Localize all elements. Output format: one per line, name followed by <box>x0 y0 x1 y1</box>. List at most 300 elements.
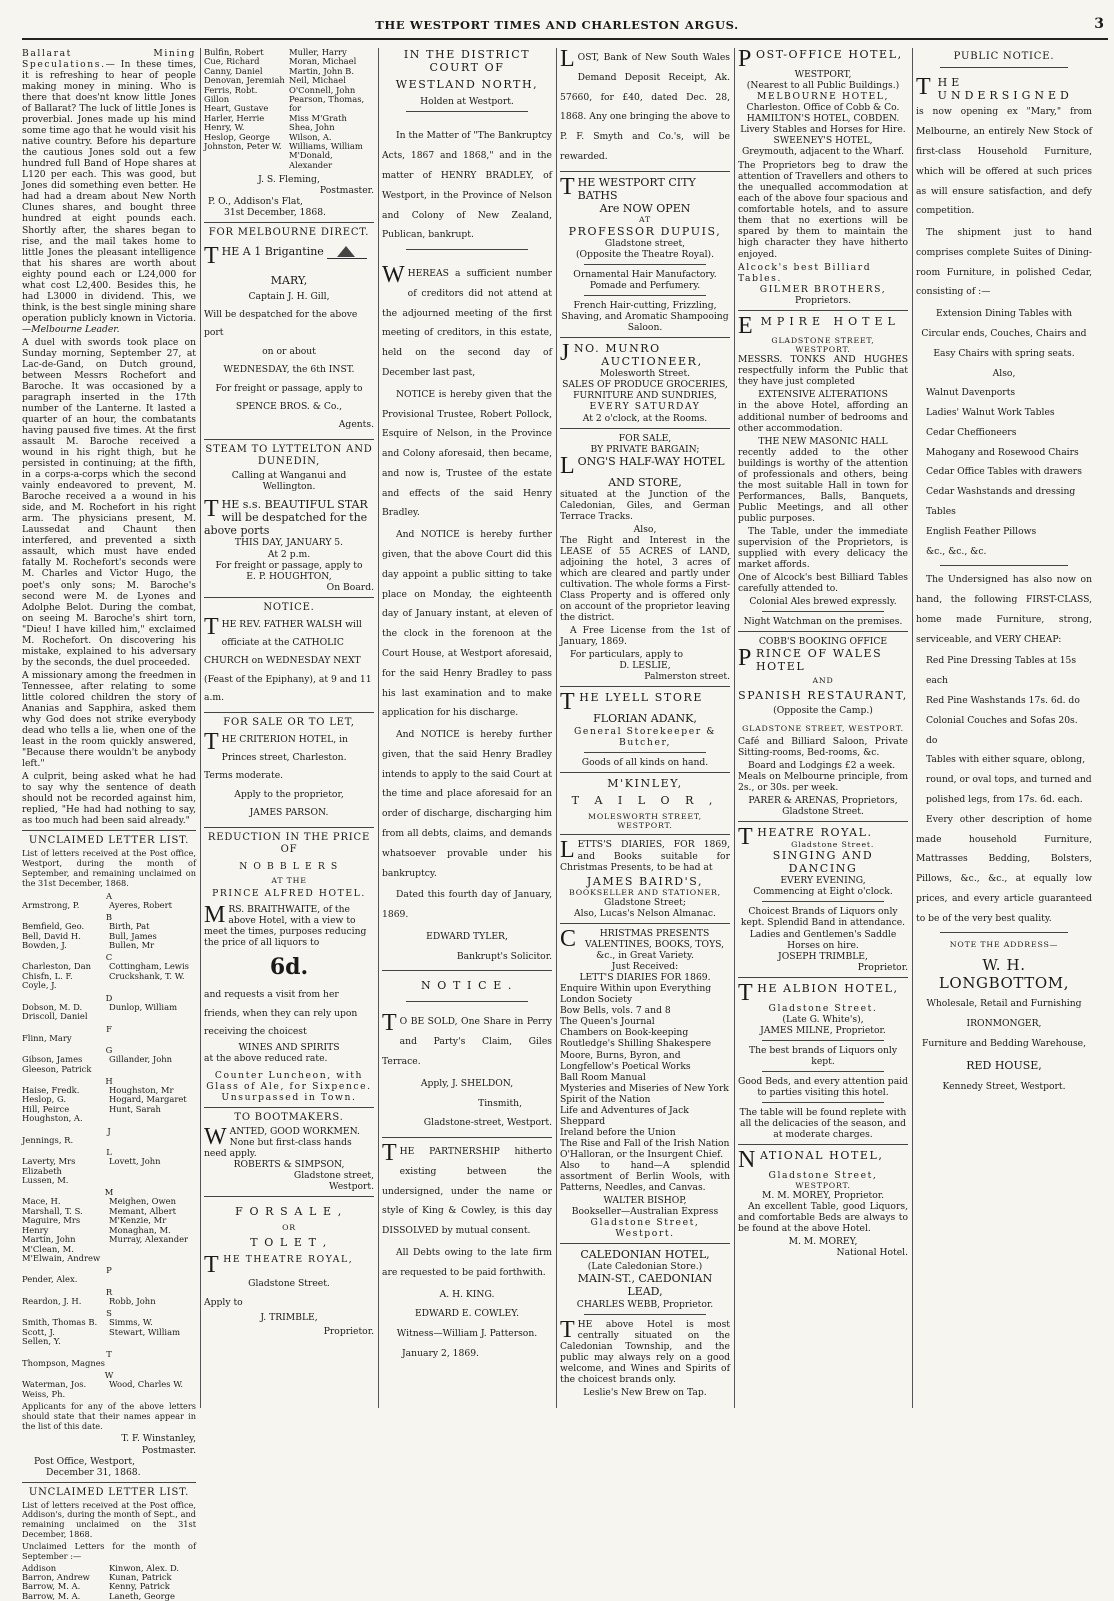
addressee-name: Neil, Michael <box>289 75 346 86</box>
lyell-goods: Goods of all kinds on hand. <box>581 756 709 768</box>
nobblers-title: N O B B L E R S <box>239 860 339 872</box>
munro-sales: SALES OF PRODUCE GROCERIES, FURNITURE AND SUNDRIES, <box>562 379 728 402</box>
furniture-home-made: The Undersigned has also now on hand, the following FIRST-CLASS, home made Furniture, strong, serviceable, and VERY CHEAP: <box>916 574 1092 645</box>
theatre-name: JOSEPH TRIMBLE, <box>778 950 868 962</box>
albion-name: JAMES MILNE, Proprietor. <box>760 1024 886 1036</box>
price-sixpence: 6d. <box>269 953 309 980</box>
addressee-name: Meighen, Owen <box>109 1196 177 1207</box>
column-3 <box>382 48 552 1420</box>
unclaimed2-intro: List of letters received at the Post office, Addison's, during the month of Sept., and remaining unclaimed on the 31st December, 1868. <box>22 1499 196 1540</box>
tailor-name: M'KINLEY, <box>607 776 683 790</box>
book-title: Ball Room Manual <box>560 1071 646 1083</box>
drop-cap: T <box>204 495 219 522</box>
divider <box>382 970 552 971</box>
drop-cap: T <box>204 728 219 755</box>
postmaster-title: Postmaster. <box>141 1444 196 1456</box>
post-office-date: 31st December, 1868. <box>224 207 326 219</box>
addressee-name: M'Donald, Alexander <box>289 150 333 170</box>
albion-table: The table will be found replete with all the delicacies of the season, and at moderate charges. <box>739 1106 907 1140</box>
postmaster-name: T. F. Winstanley, <box>121 1433 196 1445</box>
empire-text2: in the above Hotel, affording an additional number of bedrooms and other accommodation. <box>738 400 908 434</box>
longs-title: LONG'S HALF-WAY HOTEL <box>560 452 725 479</box>
po-hotel-near: (Nearest to all Public Buildings.) <box>746 80 900 92</box>
addressee-name: Reardon, J. H. <box>22 1295 82 1306</box>
drop-cap: L <box>560 452 575 479</box>
divider <box>762 901 884 902</box>
addressee-name: Armstrong, P. <box>22 899 80 910</box>
book-list <box>560 983 730 1160</box>
counter-luncheon: Counter Luncheon, with Glass of Ale, for Sixpence. <box>206 1069 372 1092</box>
drop-cap: W <box>204 1123 227 1150</box>
ship-name: MARY, <box>270 274 308 288</box>
names-right <box>109 1034 196 1043</box>
names-right <box>109 1055 196 1074</box>
divider <box>560 428 730 429</box>
addressee-name: Gibson, James <box>22 1054 83 1065</box>
munro-name: JNO. MUNRO <box>560 340 661 366</box>
letter-group <box>22 962 196 990</box>
furniture-also: Also, <box>992 367 1016 379</box>
partnership-text: THE PARTNERSHIP hitherto existing between the undersigned, under the name or style of King & Cowley, is this day DISSOLVED by mutual consent. <box>382 1140 552 1237</box>
addressee-name: Memant, Albert <box>109 1205 176 1216</box>
column-divider <box>200 48 201 1408</box>
divider <box>584 752 706 753</box>
longs-head: FOR SALE, <box>618 432 672 444</box>
addressee-name: Bull, James <box>109 930 157 941</box>
partnership-debts: All Debts owing to the late firm are requested to be paid forthwith. <box>382 1247 552 1278</box>
duel-article: A duel with swords took place on Sunday morning, September 27, at Lac-de-Gand, on Dutch ground, between Messrs Rochefort and Baroche. It was occasioned by a paragraph inserted in the 17th number of the Lanterne. It lasted a quarter of an hour, the combatants having paused five times. At the first assault M. Baroche received a wound in his right thigh, but he persisted in continuing; at the fifth, in a corps-a-corps which the second vainly endeavored to prevent, M. Baroche received a a wound in his side, and M. Rochefort in his right arm. The physicians present, M. Laussedat and Chaunt then interfered, and prevented a sixth assault, which must have ended fatally M. Rochefort's seconds were M. Charles and Victor Hugo, the poet's only sons; M. Baroche's second were M. de Lyones and Adolphe Belot. During the combat, on seeing M. Baroche's shirt torn, "Dieu! I have killed him," exclaimed M. Rochefort. On discovering his mistake, explained to his adversary by the seconds, the duel proceeded. <box>22 336 196 668</box>
drop-cap: J <box>560 340 571 366</box>
names-right <box>289 48 374 170</box>
letter-group <box>22 1380 196 1399</box>
letter-heading: P <box>106 1265 112 1276</box>
national-sign: M. M. MOREY, <box>788 1236 858 1248</box>
divider <box>940 932 1068 933</box>
addressee-name: Ferris, Robt. <box>204 84 258 95</box>
sheldon-apply: Apply, J. SHELDON, <box>420 1077 514 1089</box>
national-name: M. M. MOREY, Proprietor. <box>761 1190 885 1202</box>
caledonian-lead: MAIN-ST., CAEDONIAN LEAD, <box>577 1272 713 1299</box>
baths-opposite: (Opposite the Theatre Royal). <box>575 248 715 260</box>
names-left <box>22 1086 109 1124</box>
addressee-name: Hogard, Margaret <box>109 1094 187 1105</box>
addressee-name: Ayeres, Robert <box>109 899 173 910</box>
furniture-list-2 <box>916 383 1092 561</box>
names-left <box>204 48 289 170</box>
addressee-name: Laneth, George <box>109 1590 175 1601</box>
drop-cap: L <box>560 46 575 72</box>
steam-agent: E. P. HOUGHTON, <box>246 570 332 582</box>
book-title: Routledge's Shilling Shakespere <box>560 1038 712 1050</box>
furniture-item: English Feather Pillows <box>926 525 1037 537</box>
longs-also: Also, <box>633 523 657 535</box>
divider <box>406 1001 528 1002</box>
addressee-name: Henry, W. <box>204 122 245 133</box>
post-office-date: December 31, 1868. <box>46 1466 141 1478</box>
steam-board: On Board. <box>326 581 374 593</box>
theatre-apply: Apply to <box>204 1296 243 1308</box>
addressee-name: Dunlop, William <box>109 1001 178 1012</box>
longbottom-sub2: IRONMONGER, <box>966 1017 1042 1029</box>
letter-group <box>22 901 196 910</box>
drop-cap: T <box>560 689 577 716</box>
unclaimed-heading: UNCLAIMED LETTER LIST. <box>28 835 190 847</box>
cobb-heading: COBB'S BOOKING OFFICE <box>758 636 888 648</box>
letter-group <box>22 1086 196 1124</box>
addressee-name: Canny, Daniel <box>204 65 263 76</box>
letter-group <box>22 1157 196 1185</box>
names-left <box>22 1157 109 1185</box>
melbourne-heading: FOR MELBOURNE DIRECT. <box>208 227 370 239</box>
addressee-name: Denovan, Jeremiah <box>204 75 285 86</box>
wales-board: Board and Lodgings £2 a week. <box>748 760 896 772</box>
addressee-name: Heart, Gustave <box>204 103 269 114</box>
addressee-name: Jennings, R. <box>22 1134 74 1145</box>
addressee-name: Lovett, John <box>109 1156 161 1167</box>
drop-cap: C <box>560 926 577 953</box>
column-divider <box>734 48 735 1408</box>
letter-heading: G <box>105 1045 113 1056</box>
column-divider <box>912 48 913 1408</box>
addressee-name: Monaghan, M. <box>109 1224 171 1235</box>
sweeney-hotel-title: SWEENEY'S HOTEL, <box>773 135 873 147</box>
addressee-name: Simms, W. <box>109 1317 153 1328</box>
letter-heading: D <box>105 992 113 1003</box>
names-left <box>22 1359 109 1368</box>
addressee-name: Weiss, Ph. <box>22 1388 66 1399</box>
empire-text: MESSRS. TONKS AND HUGHES respectfully inform the Public that they have just completed <box>738 354 908 388</box>
book-title: O'Halloran, or the Insurgent Chief. <box>560 1148 724 1160</box>
caledonian-sub: (Late Caledonian Store.) <box>587 1261 703 1273</box>
theatre-title: THEATRE ROYAL. <box>738 824 873 851</box>
addressee-name: Bulfin, Robert <box>204 47 264 57</box>
addressee-name: Hill, Peirce <box>22 1103 70 1114</box>
drop-cap: T <box>204 613 219 640</box>
letter-group <box>22 1003 196 1022</box>
empire-masonic: THE NEW MASONIC HALL <box>758 435 888 447</box>
po-hotel-title: POST-OFFICE HOTEL, <box>738 46 903 72</box>
addressee-name: Bell, David H. <box>22 930 81 941</box>
addressee-name: Scott, J. <box>22 1326 55 1337</box>
addressee-name: Martin, John <box>22 1234 76 1245</box>
empire-extensive: EXTENSIVE ALTERATIONS <box>758 389 888 401</box>
gilmer-prop: Proprietors. <box>794 294 851 306</box>
court-notice-2: And NOTICE is hereby further given, that the above Court did this day appoint a public sitting to take place on Monday, the eighteenth day of January instant, at eleven of the clock in the forenoon at the Court House, at Westport aforesaid, for the said Henry Bradley to pass his last examination and to make application for his discharge. <box>382 529 552 719</box>
longbottom-sub3: Furniture and Bedding Warehouse, <box>921 1037 1087 1049</box>
addressee-name: Marshall, T. S. <box>22 1205 83 1216</box>
book-title: Chambers on Book-keeping <box>560 1027 689 1039</box>
names-right <box>109 1564 196 1601</box>
hamilton-hotel-title: HAMILTON'S HOTEL, COBDEN. <box>746 113 900 125</box>
steam-calling: Calling at Wanganui and Wellington. <box>231 469 347 492</box>
divider <box>204 1107 374 1108</box>
court-whereas: WHEREAS a sufficient number of creditors did not attend at the adjourned meeting of the first meeting of creditors, in this estate, held on the second day of December last past, <box>382 262 552 378</box>
gilmer-alcock: Alcock's best Billiard Tables. <box>738 261 872 284</box>
partnership-date: January 2, 1869. <box>402 1347 479 1359</box>
column-1 <box>22 48 196 1601</box>
gilmer-text: The Proprietors beg to draw the attention of Travellers and others to the unequalled accommodation at each of the above four spacious and comfortable hotels, and to assure them that no exertions will be spared by them to maintain the high character they have hitherto enjoyed. <box>738 160 908 260</box>
reduction-text: MRS. BRAITHWAITE, of the above Hotel, with a view to meet the times, purposes reducing the price of all liquors to <box>204 901 367 948</box>
divider <box>560 337 730 338</box>
addressee-name: Maguire, Mrs Henry <box>22 1215 81 1235</box>
drop-cap: M <box>204 901 226 928</box>
addressee-name: Miss M'Grath <box>289 112 347 123</box>
letter-heading: F <box>106 1023 112 1034</box>
letts-name: JAMES BAIRD'S, <box>586 874 704 888</box>
names-right <box>109 1157 196 1185</box>
hamilton-hotel-sub: Livery Stables and Horses for Hire. <box>740 124 906 136</box>
theatre-prop: Proprietor. <box>323 1326 374 1338</box>
divider <box>204 827 374 828</box>
wales-street2: Gladstone Street. <box>782 806 864 818</box>
names-right <box>109 901 196 910</box>
court-district: WESTLAND NORTH, <box>395 78 539 92</box>
addressee-name: Gleeson, Patrick <box>22 1063 92 1074</box>
furniture-item: Cedar Washstands and dressing Tables <box>926 486 1076 517</box>
sheldon-street: Gladstone-street, Westport. <box>423 1117 552 1129</box>
empire-text4: The Table, under the immediate supervision of the Proprietors, is supplied with every delicacy the market affords. <box>738 525 908 570</box>
furniture-item: &c., &c., &c. <box>926 545 987 557</box>
letter-list <box>22 891 196 1399</box>
unsurpassed: Unsurpassed in Town. <box>221 1091 357 1103</box>
addressee-name: Bullen, Mr <box>109 939 155 950</box>
letts-sub: BOOKSELLER AND STATIONER, <box>569 887 721 897</box>
addressee-name: Driscoll, Daniel <box>22 1011 88 1022</box>
book-title: Moore, Burns, Byron, and Longfellow's Poetical Works <box>560 1049 691 1072</box>
addressee-name: Williams, William <box>289 141 363 152</box>
empire-ales: Colonial Ales brewed expressly. <box>749 596 897 607</box>
national-text: An excellent Table, good Liquors, and comfortable Beds are always to be found at the above Hotel. <box>738 1201 908 1235</box>
theatre-to-let: T O L E T , <box>250 1236 328 1250</box>
divider <box>204 439 374 440</box>
melbourne-date: WEDNESDAY, the 6th INST. <box>223 364 355 376</box>
partner-cowley: EDWARD E. COWLEY. <box>414 1308 520 1320</box>
baths-at: AT <box>638 215 651 225</box>
longs-street: Palmerston street. <box>644 671 730 683</box>
melbourne-agent: SPENCE BROS. & Co., <box>235 401 343 413</box>
theatre-street: Gladstone Street. <box>791 839 875 849</box>
names-left <box>22 901 109 910</box>
furniture-other: Every other description of home made household Furniture, Mattrasses Bedding, Bolsters, Pillows, &c., &c., at equally low prices, and every article guaranteed to be of the very best quality. <box>916 813 1092 924</box>
book-title: Ireland before the Union <box>560 1126 676 1138</box>
baths-pomade: Pomade and Perfumery. <box>589 279 701 291</box>
bootmakers-name: ROBERTS & SIMPSON, <box>233 1158 345 1170</box>
divider <box>738 977 908 978</box>
addressee-name: Bowden, J. <box>22 939 67 950</box>
addressee-name: Houghston, Mr <box>109 1084 174 1095</box>
divider <box>382 1137 552 1138</box>
sale-name: JAMES PARSON. <box>249 807 329 819</box>
drop-cap: T <box>204 243 219 270</box>
bootmakers-heading: TO BOOTMAKERS. <box>234 1111 344 1123</box>
addressee-name: Barrow, M. A. <box>22 1581 81 1592</box>
letter-heading: B <box>105 912 113 923</box>
letter-group <box>22 1318 196 1346</box>
unclaimed2-heading: UNCLAIMED LETTER LIST. <box>28 1486 190 1498</box>
tailor-street: MOLESWORTH STREET, <box>588 811 702 821</box>
postmaster-name: J. S. Fleming, <box>258 174 320 186</box>
divider <box>560 171 730 172</box>
divider <box>762 1040 884 1041</box>
book-title: Enquire Within upon Everything <box>560 983 712 995</box>
addressee-name: Chisfn, L. F. <box>22 970 73 981</box>
longs-lease: The Right and Interest in the LEASE of 55 ACRES of LAND, adjoining the hotel, 3 acres of which are cleared and partly under cultivation. The whole forms a First-Class Property and is offered only on account of the proprietor leaving the district. <box>560 534 730 624</box>
addressee-name: M'Elwain, Andrew <box>22 1252 101 1263</box>
albion-late: (Late G. White's), <box>782 1013 864 1025</box>
steam-heading: STEAM TO LYTTELTON AND DUNEDIN, <box>205 443 373 467</box>
letts-text: LETTS'S DIARIES, FOR 1869, and Books suitable for Christmas Presents, to be had at <box>560 837 730 873</box>
notice-text: THE REV. FATHER WALSH will officiate at the CATHOLIC CHURCH on WEDNESDAY NEXT (Feast of the Epiphany), at 9 and 11 a.m. <box>204 613 372 704</box>
book-title: Bow Bells, vols. 7 and 8 <box>560 1005 671 1017</box>
furniture-item: Cedar Office Tables with drawers <box>926 466 1082 478</box>
postmaster-title: Postmaster. <box>319 185 374 197</box>
wales-street: GLADSTONE STREET, WESTPORT. <box>742 723 904 733</box>
divider <box>738 631 908 632</box>
baths-open: Are NOW OPEN <box>599 202 691 216</box>
longs-text: situated at the Junction of the Caledonian, Giles, and German Terrace Tracks. <box>560 488 730 522</box>
furniture-item: Cedar Cheffioneers <box>926 426 1017 438</box>
addressee-name: Johnston, Peter W. <box>204 141 282 152</box>
empire-night: Night Watchman on the premises. <box>743 616 903 628</box>
national-street: Gladstone Street, <box>768 1169 878 1181</box>
baths-ornamental: Ornamental Hair Manufactory. <box>573 268 717 280</box>
sale-apply: Apply to the proprietor, <box>234 788 344 800</box>
divider <box>762 1071 884 1072</box>
names-right <box>109 962 196 990</box>
theatre-singing: SINGING AND DANCING <box>772 849 874 876</box>
masthead-title: THE WESTPORT TIMES AND CHARLESTON ARGUS. <box>375 18 739 32</box>
albion-title: THE ALBION HOTEL, <box>738 979 899 1006</box>
addressee-name: Wood, Charles W. <box>109 1379 184 1390</box>
xmas-also: Also to hand—A splendid assortment of Berlin Wools, with Patterns, Needles, and Canvas. <box>560 1159 730 1193</box>
letter-group <box>22 1197 196 1263</box>
melbourne-line: For freight or passage, apply to <box>215 382 363 394</box>
mining-article: Ballarat Mining Speculations.— In these times, it is refreshing to hear of people making money in mining. Who is there that does'nt know little Jones of Ballarat? The luck of little Jones is proverbial. Jones made up his mind some time ago that he would visit his native country. Before his departure the cautious Jones sold out a few hundred full Band of Hope shares at L120 per each. This was good, but Jones did something even better. He had had a dream about New North Clunes shares, and bought three hundred at eight pounds each. Shortly after, the shares began to rise, and the mail takes home to little Jones the pleasant intelligence that his shares are worth about eighty pound each or L24,000 for what cost L2,400. Besides this, he had L3000 in dividend. This, we think, is the best single mining share operation publicly known in Victoria.—Melbourne Leader. <box>22 48 196 335</box>
reduction-heading: REDUCTION IN THE PRICE OF <box>207 831 371 855</box>
court-solicitor-title: Bankrupt's Solicitor. <box>456 950 552 962</box>
addressee-name: Cue, Richard <box>204 56 260 67</box>
sale-heading: FOR SALE OR TO LET, <box>223 716 355 728</box>
addressee-name: Lussen, M. <box>22 1174 69 1185</box>
names-right <box>109 1086 196 1124</box>
theatre-prop: Proprietor. <box>857 961 908 973</box>
theatre-commencing: Commencing at Eight o'clock. <box>753 886 893 898</box>
undersigned-title: THE UNDERSIGNED <box>916 74 1073 103</box>
addressee-name: Moran, Michael <box>289 56 357 67</box>
addressee-name: Kunan, Patrick <box>109 1572 172 1583</box>
divider <box>940 67 1068 68</box>
furniture-item: Red Pine Washstands 17s. 6d. do <box>926 695 1080 707</box>
letter-group <box>22 1136 196 1145</box>
divider <box>738 1144 908 1145</box>
furniture-item: Mahogany and Rosewood Chairs <box>926 446 1079 458</box>
theatre-ladies: Ladies and Gentlemen's Saddle Horses on hire. <box>749 928 897 951</box>
court-title: IN THE DISTRICT COURT OF <box>403 48 531 75</box>
addressee-name: Sellen, Y. <box>22 1336 61 1347</box>
book-title: Life and Adventures of Jack Sheppard <box>560 1104 689 1127</box>
furniture-item: Ladies' Walnut Work Tables <box>926 407 1055 419</box>
addressee-name: Kinwon, Alex. D. <box>109 1562 180 1573</box>
addressee-name: Muller, Harry <box>289 47 347 57</box>
divider <box>738 821 908 822</box>
partner-king: A. H. KING. <box>439 1288 495 1300</box>
steam-time: At 2 p.m. <box>267 548 311 560</box>
public-notice-heading: PUBLIC NOTICE. <box>953 51 1055 62</box>
longbottom-name: W. H. LONGBOTTOM, <box>938 956 1070 993</box>
names-left <box>22 962 109 990</box>
mining-heading: Ballarat Mining Speculations. <box>22 48 196 71</box>
xmas-letts: LETT'S DIARIES FOR 1869. <box>579 972 711 984</box>
addressee-name: Barrow, M. A. <box>22 1590 81 1601</box>
drop-cap: L <box>560 837 575 864</box>
theatre-every: EVERY EVENING, <box>780 875 866 887</box>
caledonian-name: CHARLES WEBB, Proprietor. <box>576 1298 714 1310</box>
theatre-choicest: Choicest Brands of Liquors only kept. Splendid Band in attendance. <box>740 906 906 929</box>
divider <box>584 1314 706 1315</box>
names-left <box>22 1055 109 1074</box>
post-office-place: P. O., Addison's Flat, <box>208 196 303 208</box>
addressee-name: Pearson, Thomas, for <box>289 94 365 114</box>
column-divider <box>378 48 379 1408</box>
names-right <box>109 1359 196 1368</box>
drop-cap: T <box>204 1252 221 1279</box>
divider <box>406 249 528 250</box>
theatre-text: THE THEATRE ROYAL, <box>204 1252 354 1279</box>
addressee-name: Murray, Alexander <box>109 1234 189 1245</box>
court-holden: Holden at Westport. <box>420 96 514 108</box>
baths-french: French Hair-cutting, Frizzling, Shaving, and Aromatic Shampooing Saloon. <box>561 299 729 333</box>
names-right <box>109 1003 196 1022</box>
divider <box>204 222 374 223</box>
letter-heading: T <box>106 1348 112 1359</box>
longs-license: A Free License from the 1st of January, 1869. <box>560 625 730 648</box>
sheldon-trade: Tinsmith, <box>478 1097 522 1109</box>
caledonian-brew: Leslie's New Brew on Tap. <box>583 1386 707 1398</box>
addisons-names <box>204 48 374 170</box>
steam-text: THE s.s. BEAUTIFUL STAR will be despatched for the above ports <box>204 495 368 538</box>
page-number: 3 <box>1094 16 1104 32</box>
addressee-name: Mace, H. <box>22 1196 61 1207</box>
book-title: The Queen's Journal <box>560 1016 655 1028</box>
reduction-hotel: PRINCE ALFRED HOTEL. <box>212 888 366 900</box>
empire-street: GLADSTONE STREET, <box>771 335 875 345</box>
addressee-name: Heslop, George <box>204 131 270 142</box>
furniture-item: Red Pine Dressing Tables at 15s each <box>926 655 1077 687</box>
furniture-item: Walnut Davenports <box>926 387 1016 399</box>
national-hotel: National Hotel. <box>836 1247 908 1259</box>
column-5 <box>738 48 908 1420</box>
names-left <box>22 1034 109 1043</box>
names-right <box>109 1318 196 1346</box>
addressee-name: Wilson, A. <box>289 131 332 142</box>
caledonian-text: THE above Hotel is most centrally situated on the Caledonian Township, and the public may always rely on a good welcome, and Wines and Spirits of the choicest brands only. <box>560 1316 730 1385</box>
reduction-text2: and requests a visit from her friends, when they can rely upon receiving the choicest <box>204 989 358 1038</box>
drop-cap: T <box>916 74 935 100</box>
bootmakers-text: WANTED, GOOD WORKMEN. None but first-class hands need apply. <box>204 1123 360 1159</box>
reduction-rate: at the above reduced rate. <box>204 1052 328 1064</box>
letter-heading: H <box>105 1075 113 1086</box>
tailor-town: WESTPORT. <box>617 821 673 831</box>
albion-beds: Good Beds, and every attention paid to parties visiting this hotel. <box>738 1075 908 1098</box>
addressee-name: Shea, John <box>289 122 335 133</box>
names-left <box>22 1003 109 1022</box>
names-left <box>22 1297 109 1306</box>
albion-best: The best brands of Liquors only kept. <box>748 1044 898 1067</box>
addressee-name: Haise, Fredk. <box>22 1084 80 1095</box>
column-6 <box>916 48 1092 1420</box>
melbourne-hotel-sub: Charleston. Office of Cobb & Co. <box>746 102 900 114</box>
letter-group <box>22 922 196 950</box>
